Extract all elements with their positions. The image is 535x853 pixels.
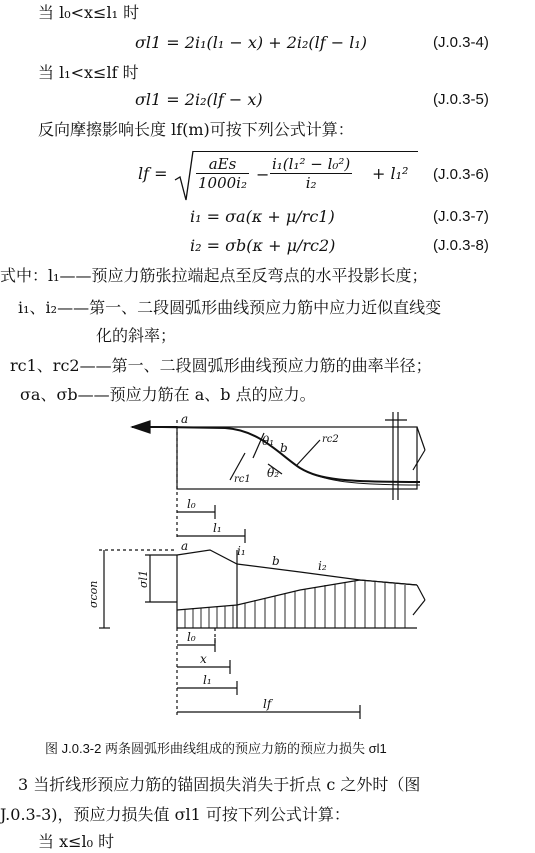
stress-line-upper: [177, 550, 417, 585]
definition-i1-i2: i₁、i₂——第一、二段圆弧形曲线预应力筋中应力近似直线变: [18, 298, 442, 317]
eq6-fraction-1: [196, 155, 249, 192]
definition-sigma: σa、σb——预应力筋在 a、b 点的应力。: [20, 385, 316, 404]
equation-tag-j035: (J.0.3-5): [433, 91, 489, 108]
label-theta2: θ₂: [267, 466, 280, 480]
item-3-line-1: 3 当折线形预应力筋的锚固损失消失于折点 c 之外时（图: [18, 775, 421, 794]
label-sigma-con: σcon: [87, 580, 100, 608]
stress-line-lower: [177, 580, 417, 610]
condition-line-3: 当 x≤l₀ 时: [38, 832, 115, 851]
intro-text: 反向摩擦影响长度 lf(m)可按下列公式计算：: [38, 120, 354, 139]
equation-j038: i₂ = σb(κ + μ/rc2): [190, 236, 336, 255]
label-x: x: [200, 652, 207, 666]
eq6-num1: aEs: [196, 155, 249, 174]
eq6-num2: i₁(l₁² − l₀²): [272, 155, 351, 173]
label-rc2: rc2: [322, 434, 339, 445]
eq6-minus: −: [256, 165, 270, 184]
definition-rc: rc1、rc2——第一、二段圆弧形曲线预应力筋的曲率半径；: [10, 356, 432, 375]
eq6-fraction-2: [270, 155, 352, 192]
eq6-plus-term: + l₁²: [372, 164, 409, 183]
label-a-top: a: [181, 412, 189, 426]
equation-tag-j036: (J.0.3-6): [433, 166, 489, 183]
eq6-den2: i₂: [305, 174, 317, 192]
item-3-line-2: J.0.3-3)，预应力损失值 σl1 可按下列公式计算：: [0, 805, 350, 824]
stress-hatching: [185, 581, 405, 628]
label-a-bottom: a: [181, 539, 189, 553]
label-i1: i₁: [237, 544, 246, 558]
label-l0-bottom: l₀: [187, 630, 196, 644]
equation-tag-j034: (J.0.3-4): [433, 34, 489, 51]
eq6-lhs: lf =: [138, 164, 168, 183]
eq6-den1: 1000i₂: [198, 174, 247, 192]
equation-j037: i₁ = σa(κ + μ/rc1): [190, 207, 335, 226]
label-b-bottom: b: [272, 554, 280, 568]
label-theta1: θ₁: [262, 434, 275, 448]
label-rc1: rc1: [234, 474, 251, 485]
label-i2: i₂: [318, 559, 327, 573]
label-l0-top: l₀: [187, 497, 196, 511]
definition-l1: 式中：l₁——预应力筋张拉端起点至反弯点的水平投影长度；: [0, 266, 428, 285]
figure-caption: 图 J.0.3-2 两条圆弧形曲线组成的预应力筋的预应力损失 σl1: [45, 741, 387, 756]
condition-line-1: 当 l₀<x≤l₁ 时: [38, 3, 140, 22]
label-l1-top: l₁: [213, 521, 222, 535]
arrow-head: [132, 421, 150, 433]
beam-outline: [177, 427, 417, 489]
tendon-curve: [162, 427, 420, 482]
equation-j035: σl1 = 2i₂(lf − x): [135, 90, 263, 109]
equation-j034: σl1 = 2i₁(l₁ − x) + 2i₂(lf − l₁): [135, 33, 368, 52]
label-l1-bottom: l₁: [203, 673, 212, 687]
condition-line-2: 当 l₁<x≤lf 时: [38, 63, 139, 82]
equation-tag-j037: (J.0.3-7): [433, 208, 489, 225]
definition-i1-i2-cont: 化的斜率；: [96, 326, 177, 345]
equation-j036: [138, 150, 428, 202]
label-sigma-l1: σl1: [137, 569, 150, 588]
label-b-top: b: [280, 441, 288, 455]
equation-tag-j038: (J.0.3-8): [433, 237, 489, 254]
label-lf: lf: [263, 697, 272, 711]
radical-sign: [174, 150, 194, 202]
